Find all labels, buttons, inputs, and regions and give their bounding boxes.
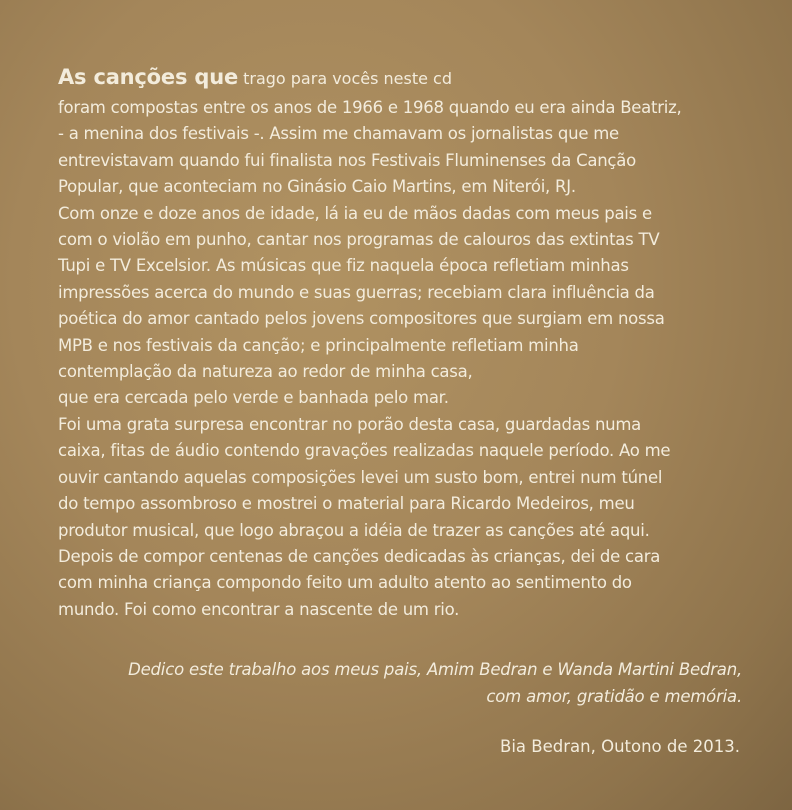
body-line: contemplação da natureza ao redor de minha casa,: [58, 362, 473, 382]
body-line: mundo. Foi como encontrar a nascente de um rio.: [58, 599, 460, 619]
body-line: Popular, que aconteciam no Ginásio Caio Martins, em Niterói, RJ.: [58, 177, 576, 197]
intro-rest: trago para vocês neste cd: [238, 69, 452, 88]
body-line: que era cercada pelo verde e banhada pelo mar.: [58, 388, 449, 408]
body-line: ouvir cantando aquelas composições levei um susto bom, entrei num túnel: [58, 467, 663, 487]
body-line: Depois de compor centenas de canções dedicadas às crianças, dei de cara: [58, 546, 661, 566]
body-line: com minha criança compondo feito um adulto atento ao sentimento do: [58, 573, 632, 593]
dedication-line: com amor, gratidão e memória.: [486, 687, 742, 706]
dedication: [42, 656, 742, 710]
body-line: Tupi e TV Excelsior. As músicas que fiz naquela época refletiam minhas: [58, 256, 629, 276]
body-line: Com onze e doze anos de idade, lá ia eu de mãos dadas com meus pais e: [58, 203, 652, 223]
signature: Bia Bedran, Outono de 2013.: [500, 737, 740, 756]
body-line: do tempo assombroso e mostrei o material para Ricardo Medeiros, meu: [58, 494, 635, 514]
body-line: caixa, fitas de áudio contendo gravações realizadas naquele período. Ao me: [58, 441, 671, 461]
body-line: entrevistavam quando fui finalista nos Festivais Fluminenses da Canção: [58, 150, 636, 170]
intro-line: [58, 62, 452, 94]
body-line: impressões acerca do mundo e suas guerras; recebiam clara influência da: [58, 282, 655, 302]
body-line: - a menina dos festivais -. Assim me chamavam os jornalistas que me: [58, 124, 619, 144]
body-line: produtor musical, que logo abraçou a idéia de trazer as canções até aqui.: [58, 520, 650, 540]
body-text: [58, 95, 758, 623]
dedication-line: Dedico este trabalho aos meus pais, Amim Bedran e Wanda Martini Bedran,: [128, 660, 742, 679]
body-line: MPB e nos festivais da canção; e principalmente refletiam minha: [58, 335, 579, 355]
body-line: com o violão em punho, cantar nos programas de calouros das extintas TV: [58, 230, 660, 250]
body-line: poética do amor cantado pelos jovens compositores que surgiam em nossa: [58, 309, 665, 329]
body-line: Foi uma grata surpresa encontrar no porão desta casa, guardadas numa: [58, 414, 642, 434]
lead-phrase: As canções que: [58, 65, 238, 89]
body-line: foram compostas entre os anos de 1966 e 1968 quando eu era ainda Beatriz,: [58, 98, 682, 117]
